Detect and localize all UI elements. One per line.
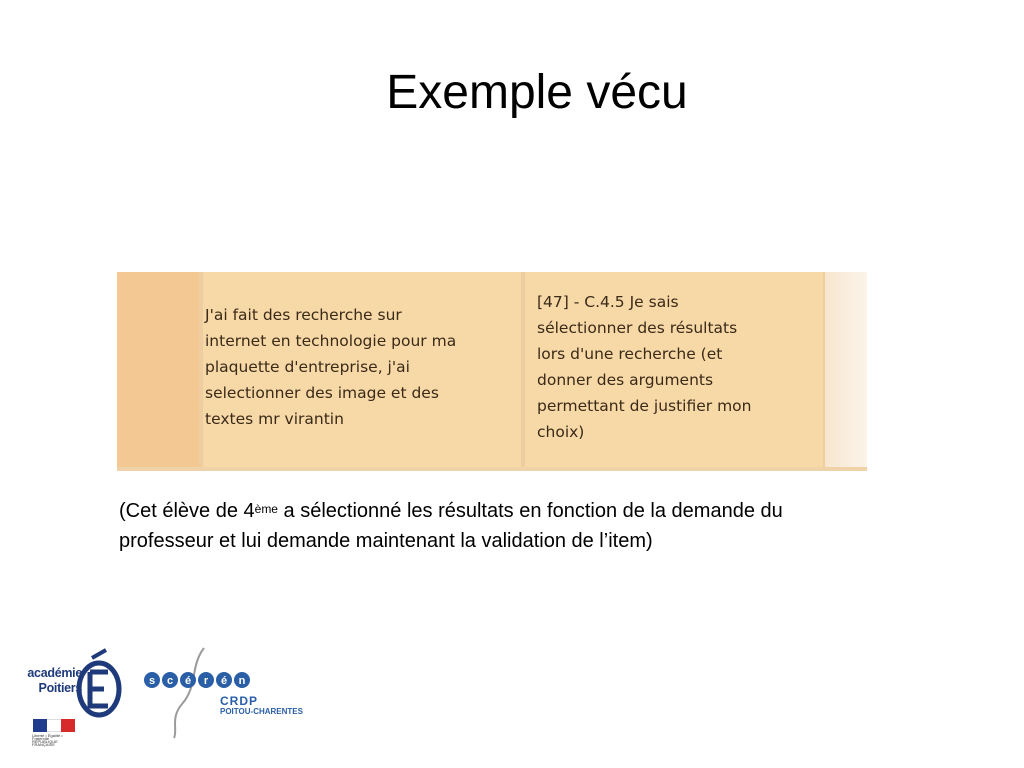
sceren-crdp-logo <box>140 646 305 740</box>
crdp-region: POITOU-CHARENTES <box>220 707 303 716</box>
sceren-letter: é <box>184 675 192 687</box>
academie-name <box>22 666 82 696</box>
republique-caption: Liberté • Égalité • Fraternité RÉPUBLIQUE FRANÇAISE <box>32 733 63 747</box>
competency-cell: [47] - C.4.5 Je sais sélectionner des résultats lors d'une recherche (et donner des arguments permettant de justifier mon choix) <box>537 293 752 441</box>
sceren-letter: r <box>203 675 209 687</box>
caption-part-2: a sélectionné les résultats en fonction de la demande du professeur et lui demande maintenant la validation de l’item) <box>119 500 783 552</box>
sceren-letter: n <box>238 675 246 687</box>
table-column-border <box>199 272 203 471</box>
table-right-edge <box>825 272 867 471</box>
academie-line2: Poitiers <box>38 681 82 695</box>
student-comment-cell: J'ai fait des recherche sur internet en technologie pour ma plaquette d'entreprise, j'ai selectionner des image et des textes mr virantin <box>205 306 457 428</box>
sceren-letter: s <box>148 675 156 687</box>
sceren-letter: é <box>220 675 228 687</box>
french-flag-icon <box>33 719 75 732</box>
sceren-letter: c <box>166 675 174 687</box>
caption-text <box>119 496 859 556</box>
academie-line1: académie <box>27 666 82 680</box>
table-bottom-edge <box>117 467 867 471</box>
table-screenshot <box>117 272 867 471</box>
caption-superscript: ème <box>254 502 278 516</box>
crdp-label: CRDP <box>220 694 259 708</box>
sceren-swoosh-icon <box>140 646 305 740</box>
caption-part-1: (Cet élève de 4 <box>119 500 255 522</box>
table-left-column <box>117 272 199 471</box>
slide-title: Exemple vécu <box>386 66 688 119</box>
